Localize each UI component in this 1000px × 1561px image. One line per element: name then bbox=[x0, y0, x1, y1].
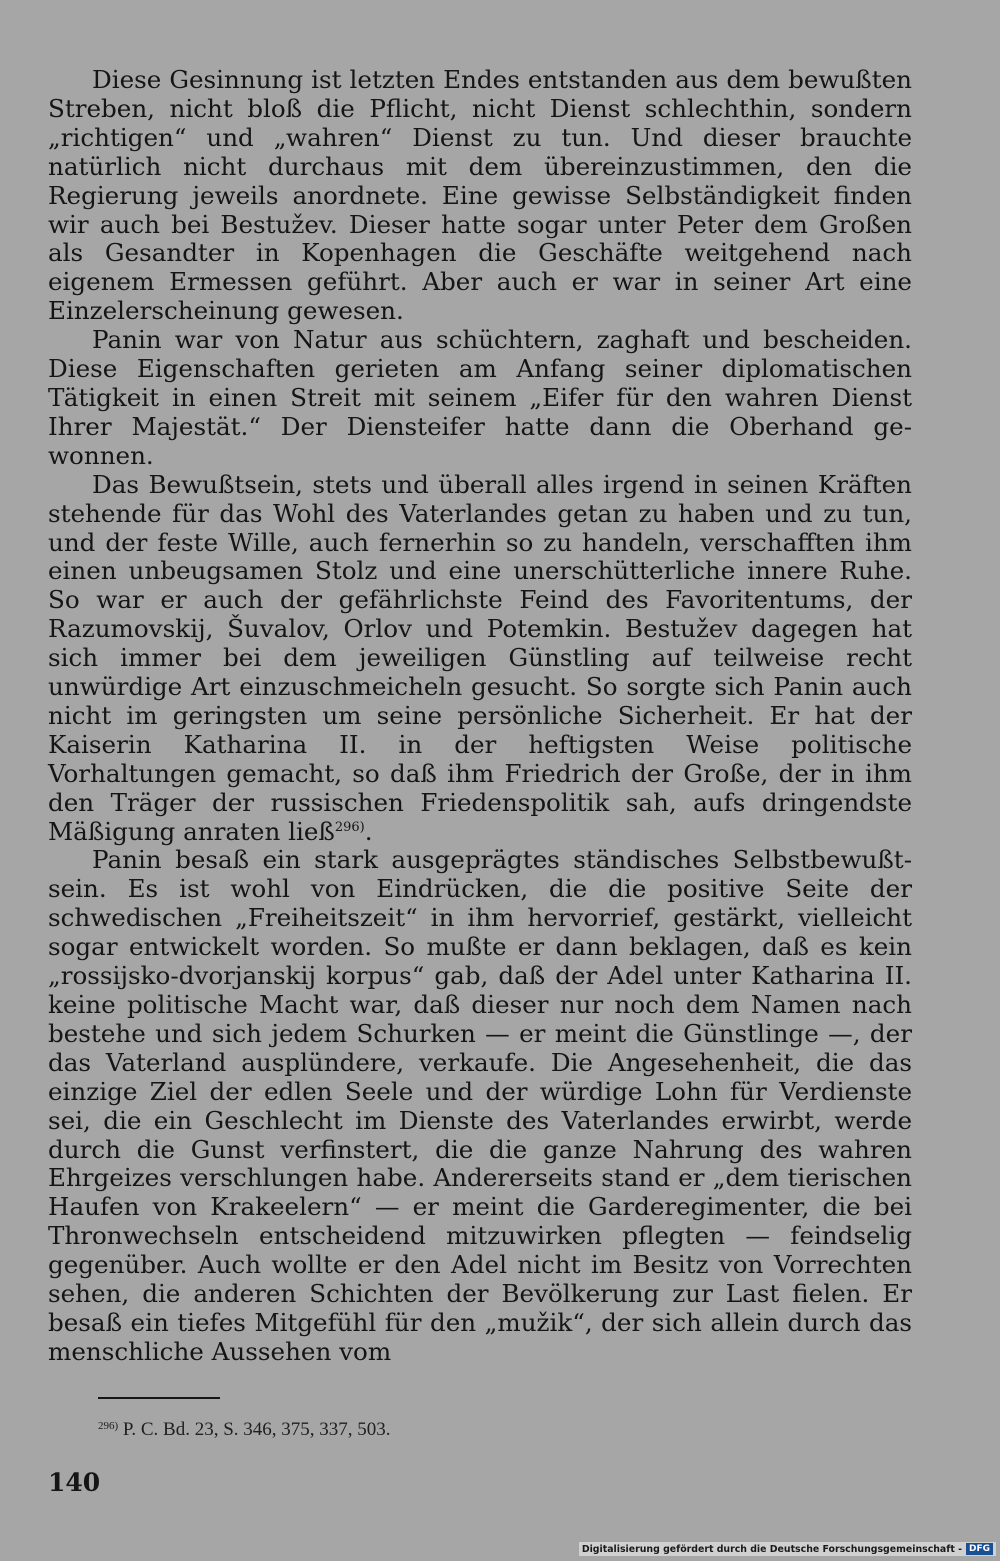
page-number: 140 bbox=[48, 1468, 101, 1497]
dfg-logo-icon: DFG bbox=[966, 1543, 993, 1555]
footnote-reference[interactable]: 296) bbox=[334, 819, 365, 835]
paragraph-2: Panin war von Natur aus schüchtern, zaghaft und bescheiden. Diese Eigenschaften gerieten am Anfang seiner diplomatischen Tätigkeit in einen Streit mit seinem „Eifer für den wahren Dienst Ihrer Majestät.“ Der Diensteifer hatte dann die Oberhand gewonnen. bbox=[48, 325, 912, 470]
footnote-divider bbox=[98, 1397, 220, 1399]
paragraph-3-text: Das Bewußtsein, stets und überall alles irgend in seinen Kräften stehende für das Wohl des Vaterlandes getan zu haben und zu tun, und der feste Wille, auch fernerhin so zu handeln, verschafften ihm einen unbeugsamen Stolz und eine unerschütterliche innere Ruhe. So war er auch der gefährlichste Feind des Favoritentums, der Razumovskij, Šuvalov, Orlov und Potemkin. Bestužev dagegen hat sich immer bei dem jeweiligen Günstling auf teilweise recht unwürdige Art einzuschmeicheln gesucht. So sorgte sich Panin auch nicht im geringsten um seine persönliche Sicherheit. Er hat der Kaiserin Katharina II. in der heftigsten Weise politische Vorhaltungen gemacht, so daß ihm Friedrich der Große, der in ihm den Träger der russischen Friedenspolitik sah, aufs dringendste Mäßigung anraten ließ bbox=[48, 469, 912, 846]
footnote-marker: 296) bbox=[98, 1420, 119, 1432]
digitization-credit bbox=[579, 1542, 996, 1556]
footnote-text: P. C. Bd. 23, S. 346, 375, 337, 503. bbox=[122, 1419, 391, 1440]
footnote bbox=[98, 1418, 391, 1442]
paragraph-1: Diese Gesinnung ist letzten Endes entstanden aus dem bewußten Streben, nicht bloß die Pflicht, nicht Dienst schlechthin, sondern „richtigen“ und „wahren“ Dienst zu tun. Und dieser brauchte natürlich nicht durchaus mit dem übereinzustimmen, den die Regierung jeweils anordnete. Eine gewisse Selbständigkeit finden wir auch bei Bestužev. Dieser hatte sogar unter Peter dem Großen als Gesandter in Kopenhagen die Geschäfte weitgehend nach eigenem Ermessen geführt. Aber auch er war in seiner Art eine Einzelerscheinung gewesen. bbox=[48, 65, 912, 326]
paragraph-4: Panin besaß ein stark ausgeprägtes ständisches Selbstbewußtsein. Es ist wohl von Eindrücken, die die positive Seite der schwedischen „Freiheitszeit“ in ihm hervorrief, gestärkt, vielleicht sogar entwickelt worden. So mußte er dann beklagen, daß es kein „rossijsko-dvorjanskij korpus“ gab, daß der Adel unter Katharina II. keine politische Macht war, daß dieser nur noch dem Namen nach bestehe und sich jedem Schurken — er meint die Günstlinge —, der das Vaterland ausplündere, verkaufe. Die Angesehenheit, die das einzige Ziel der edlen Seele und der würdige Lohn für Verdienste sei, die ein Geschlecht im Dienste des Vaterlandes erwirbt, werde durch die Gunst verfinstert, die die ganze Nahrung des wahren Ehrgeizes verschlungen habe. Andererseits stand er „dem tierischen Haufen von Krakeelern“ — er meint die Garderegimenter, die bei Thronwechseln entscheidend mitzuwirken pflegten — feindselig gegenüber. Auch wollte er den Adel nicht im Besitz von Vorrechten sehen, die anderen Schichten der Bevölkerung zur Last fielen. Er besaß ein tiefes Mitgefühl für den „mužik“, der sich allein durch das menschliche Aussehen vom bbox=[48, 845, 912, 1366]
paragraph-3-end: . bbox=[364, 816, 373, 846]
paragraph-3 bbox=[48, 471, 912, 847]
credit-text: Digitalisierung gefördert durch die Deutsche Forschungsgemeinschaft - bbox=[581, 1543, 962, 1555]
page-body bbox=[48, 66, 912, 1367]
